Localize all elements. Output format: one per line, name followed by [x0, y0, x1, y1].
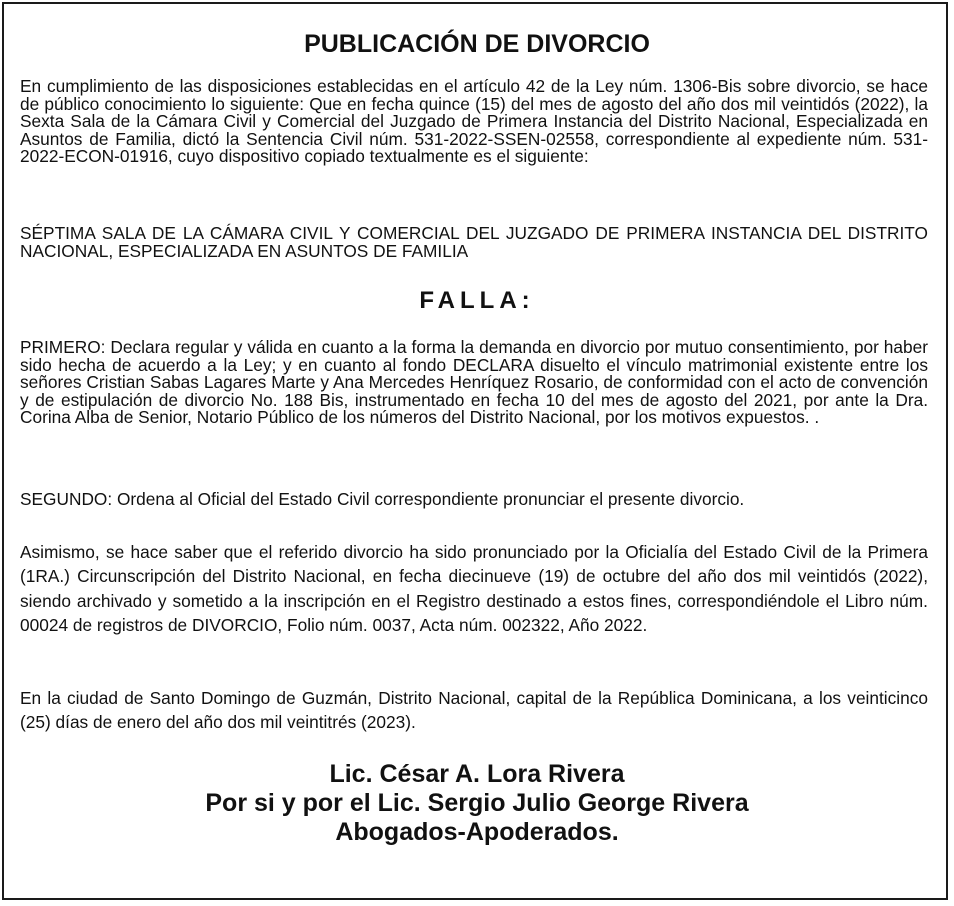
primero-paragraph: PRIMERO: Declara regular y válida en cuanto a la forma la demanda en divorcio por mutuo consentimiento, por haber sido hecha de acuerdo a la Ley; y en cuanto al fondo DECLARA disuelto el vínculo matrimonial existente entre los señores Cristian Sabas Lagares Marte y Ana Mercedes Henríquez Rosario, de conformidad con el acto de convención y de estipulación de divorcio No. 188 Bis, instrumentado en fecha 10 del mes de agosto del 2021, por ante la Dra. Corina Alba de Senior, Notario Público de los números del Distrito Nacional, por los motivos expuestos. .	[20, 337, 928, 428]
intro-paragraph: En cumplimiento de las disposiciones establecidas en el artículo 42 de la Ley núm. 1306-Bis sobre divorcio, se hace de público conocimiento lo siguiente: Que en fecha quince (15) del mes de agosto del año dos mil veintidós (2022), la Sexta Sala de la Cámara Civil y Comercial del Juzgado de Primera Instancia del Distrito Nacional, Especializada en Asuntos de Familia, dictó la Sentencia Civil núm. 531-2022-SSEN-02558, correspondiente al expediente núm. 531-2022-ECON-01916, cuyo dispositivo copiado textualmente es el siguiente:	[20, 76, 928, 167]
publication-title: PUBLICACIÓN DE DIVORCIO	[304, 30, 650, 58]
closing-paragraph: En la ciudad de Santo Domingo de Guzmán, Distrito Nacional, capital de la República Dominicana, a los veinticinco (25) días de enero del año dos mil veintitrés (2023).	[20, 688, 928, 733]
signature-block	[0, 760, 954, 847]
asimismo-paragraph: Asimismo, se hace saber que el referido divorcio ha sido pronunciado por la Oficialía del Estado Civil de la Primera (1RA.) Circunscripción del Distrito Nacional, en fecha diecinueve (19) de octubre del año dos mil veintidós (2022), siendo archivado y sometido a la inscripción en el Registro destinado a estos fines, correspondiéndole el Libro núm. 00024 de registros de DIVORCIO, Folio núm. 0037, Acta núm. 002322, Año 2022.	[20, 542, 928, 636]
signature-co-counsel: Por si y por el Lic. Sergio Julio George Rivera	[205, 789, 749, 817]
court-name-paragraph: SÉPTIMA SALA DE LA CÁMARA CIVIL Y COMERCIAL DEL JUZGADO DE PRIMERA INSTANCIA DEL DISTRITO NACIONAL, ESPECIALIZADA EN ASUNTOS DE FAMILIA	[20, 223, 928, 261]
falla-heading: FALLA:	[419, 287, 535, 314]
signature-role: Abogados-Apoderados.	[335, 818, 619, 846]
segundo-paragraph: SEGUNDO: Ordena al Oficial del Estado Civil correspondiente pronunciar el presente divorcio.	[20, 489, 745, 509]
signature-name: Lic. César A. Lora Rivera	[329, 760, 625, 788]
